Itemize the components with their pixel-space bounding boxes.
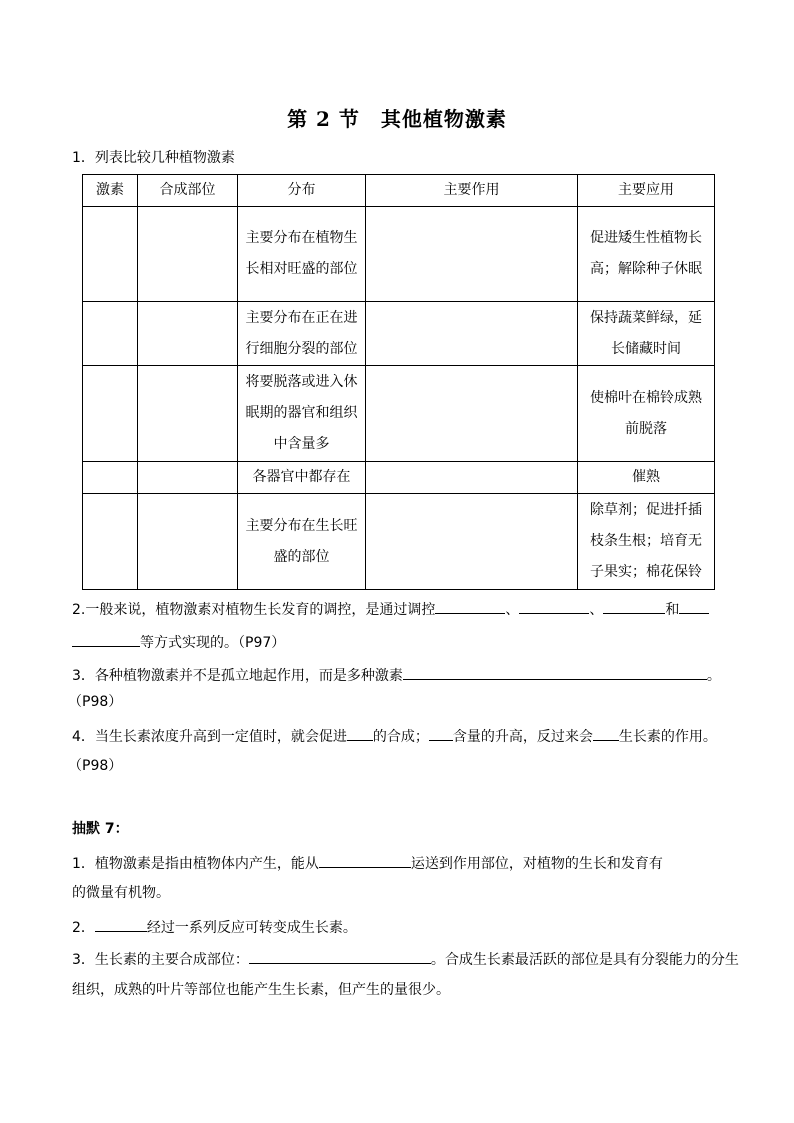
- s1-text-a: 1．植物激素是指由植物体内产生，能从: [72, 856, 319, 872]
- table-row: [83, 302, 715, 366]
- s2-blank[interactable]: [95, 916, 147, 932]
- hormone-table: [82, 174, 715, 590]
- q4-text-a: 4．当生长素浓度升高到一定值时，就会促进: [72, 729, 347, 745]
- q2-and: 和: [665, 602, 680, 618]
- table-header-row: [83, 175, 715, 207]
- table-row: [83, 462, 715, 494]
- header-hormone: 激素: [83, 175, 138, 207]
- q2-blank-1[interactable]: [435, 598, 505, 614]
- cell-main-application: 除草剂；促进扦插枝条生根；培育无子果实；棉花保铃: [578, 494, 715, 590]
- s3-text-b: 。合成生长素最活跃的部位是具有分裂能力的分生: [430, 952, 739, 968]
- cell-synthesis-site: [138, 494, 238, 590]
- q2-blank-4[interactable]: [679, 598, 709, 614]
- cell-synthesis-site: [138, 207, 238, 302]
- cell-hormone: [83, 494, 138, 590]
- cell-distribution: 主要分布在植物生长相对旺盛的部位: [238, 207, 366, 302]
- cell-hormone: [83, 207, 138, 302]
- cell-main-application: 保持蔬菜鲜绿，延长储藏时间: [578, 302, 715, 366]
- cell-distribution: 主要分布在生长旺盛的部位: [238, 494, 366, 590]
- cell-main-application: 催熟: [578, 462, 715, 494]
- cell-synthesis-site: [138, 302, 238, 366]
- s3-text-a: 3．生长素的主要合成部位：: [72, 952, 249, 968]
- cell-main-function: [366, 302, 578, 366]
- cell-main-application: 促进矮生性植物长高；解除种子休眠: [578, 207, 715, 302]
- cell-synthesis-site: [138, 366, 238, 462]
- cell-hormone: [83, 462, 138, 494]
- cell-distribution: 主要分布在正在进行细胞分裂的部位: [238, 302, 366, 366]
- table-row: [83, 207, 715, 302]
- cell-main-application: 使棉叶在棉铃成熟前脱落: [578, 366, 715, 462]
- header-main-application: 主要应用: [578, 175, 715, 207]
- s3-blank[interactable]: [249, 948, 431, 964]
- header-distribution: 分布: [238, 175, 366, 207]
- cell-main-function: [366, 462, 578, 494]
- page-title: 第 2 节 其他植物激素: [287, 107, 507, 131]
- q3-blank[interactable]: [403, 664, 707, 680]
- q4-blank-3[interactable]: [593, 725, 619, 741]
- q2-blank-4-continued[interactable]: [72, 631, 140, 647]
- s1-blank[interactable]: [319, 852, 411, 868]
- cell-main-function: [366, 366, 578, 462]
- cell-main-function: [366, 207, 578, 302]
- q4-blank-2[interactable]: [429, 725, 453, 741]
- table-row: [83, 366, 715, 462]
- table-row: [83, 494, 715, 590]
- q4-text-b: 的合成；: [372, 729, 429, 745]
- question-2-line-2: [72, 631, 285, 653]
- header-synthesis-site: 合成部位: [138, 175, 238, 207]
- q2-separator-2: 、: [589, 602, 604, 618]
- q2-text-b: 等方式实现的。（P97）: [140, 635, 286, 651]
- question-2-line-1: [72, 598, 709, 620]
- q2-separator-1: 、: [505, 602, 520, 618]
- cell-distribution: 各器官中都存在: [238, 462, 366, 494]
- s1-text-c: 的微量有机物。: [72, 885, 170, 901]
- s2-line: [72, 916, 357, 938]
- header-main-function: 主要作用: [366, 175, 578, 207]
- q2-blank-3[interactable]: [603, 598, 665, 614]
- cell-hormone: [83, 302, 138, 366]
- q2-text-a: 2.一般来说，植物激素对植物生长发育的调控，是通过调控: [72, 602, 436, 618]
- question-1-label: 1．列表比较几种植物激素: [72, 150, 235, 166]
- s1-line-1: [72, 852, 663, 874]
- s3-text-c: 组织，成熟的叶片等部位也能产生生长素，但产生的量很少。: [72, 982, 450, 998]
- question-4-line-1: [72, 725, 717, 747]
- s3-line-1: [72, 948, 739, 970]
- cell-synthesis-site: [138, 462, 238, 494]
- s2-text-b: 经过一系列反应可转变成生长素。: [146, 920, 357, 936]
- q3-text-a: 3．各种植物激素并不是孤立地起作用，而是多种激素: [72, 668, 403, 684]
- cell-distribution: 将要脱落或进入休眠期的器官和组织中含量多: [238, 366, 366, 462]
- cell-hormone: [83, 366, 138, 462]
- q2-blank-2[interactable]: [519, 598, 589, 614]
- question-3-line-1: [72, 664, 721, 686]
- q3-page-ref: （P98）: [68, 694, 123, 710]
- s1-text-b: 运送到作用部位，对植物的生长和发育有: [410, 856, 663, 872]
- q4-page-ref: （P98）: [68, 758, 123, 774]
- q4-blank-1[interactable]: [347, 725, 373, 741]
- q3-end: 。: [706, 668, 721, 684]
- s2-text-a: 2．: [72, 920, 95, 936]
- section-heading: 抽默 7：: [72, 821, 129, 837]
- cell-main-function: [366, 494, 578, 590]
- q4-text-d: 生长素的作用。: [618, 729, 717, 745]
- q4-text-c: 含量的升高，反过来会: [452, 729, 593, 745]
